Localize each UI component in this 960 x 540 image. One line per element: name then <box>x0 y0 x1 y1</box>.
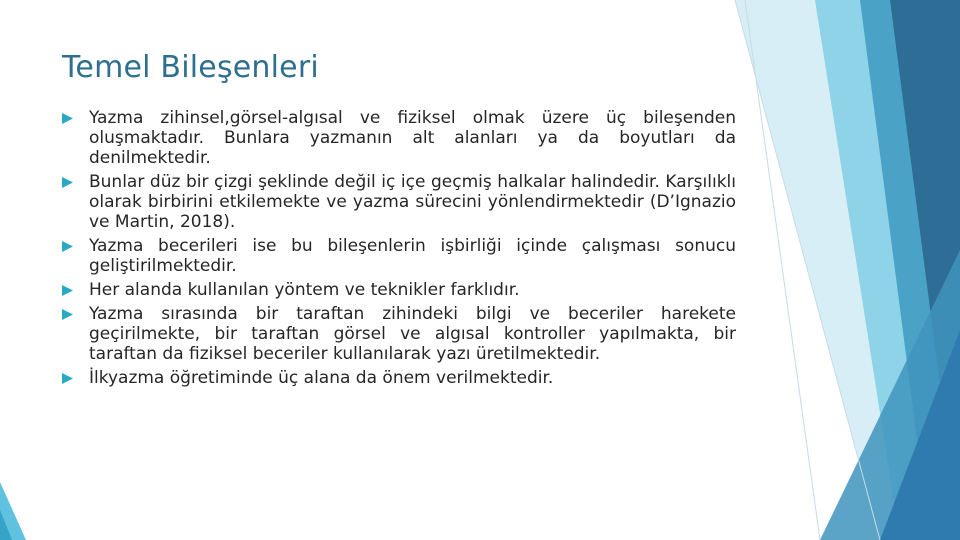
bullet-item <box>62 280 736 300</box>
triangle-right-icon <box>62 309 73 320</box>
bullet-text: Bunlar düz bir çizgi şeklinde değil iç içe geçmiş halkalar halindedir. Karşılıklı olarak birbirini etkilemekte ve yazma sürecini yönlendirmektedir (D’Ignazio ve Martin, 2018). <box>89 172 736 232</box>
triangle-right-icon <box>62 241 73 252</box>
bullet-text: Yazma sırasında bir taraftan zihindeki bilgi ve beceriler harekete geçirilmekte, bir taraftan görsel ve algısal kontroller yapılmakta, bir taraftan da fiziksel beceriler kullanılarak yazı üretilmektedir. <box>89 304 736 364</box>
bullet-item <box>62 108 736 168</box>
bullet-list <box>62 108 736 392</box>
bullet-item <box>62 368 736 388</box>
bullet-text: Yazma zihinsel,görsel-algısal ve fiziksel olmak üzere üç bileşenden oluşmaktadır. Bunlara yazmanın alt alanları ya da boyutları da denilmektedir. <box>89 108 736 168</box>
triangle-right-icon <box>62 373 73 384</box>
bullet-text: Yazma becerileri ise bu bileşenlerin işbirliği içinde çalışması sonucu geliştirilmektedir. <box>89 236 736 276</box>
triangle-right-icon <box>62 285 73 296</box>
triangle-right-icon <box>62 113 73 124</box>
bullet-text: Her alanda kullanılan yöntem ve teknikler farklıdır. <box>89 280 520 300</box>
bullet-text: İlkyazma öğretiminde üç alana da önem verilmektedir. <box>89 368 554 388</box>
bullet-item <box>62 304 736 364</box>
slide-title: Temel Bileşenleri <box>62 50 319 85</box>
bullet-item <box>62 236 736 276</box>
triangle-right-icon <box>62 177 73 188</box>
bullet-item <box>62 172 736 232</box>
